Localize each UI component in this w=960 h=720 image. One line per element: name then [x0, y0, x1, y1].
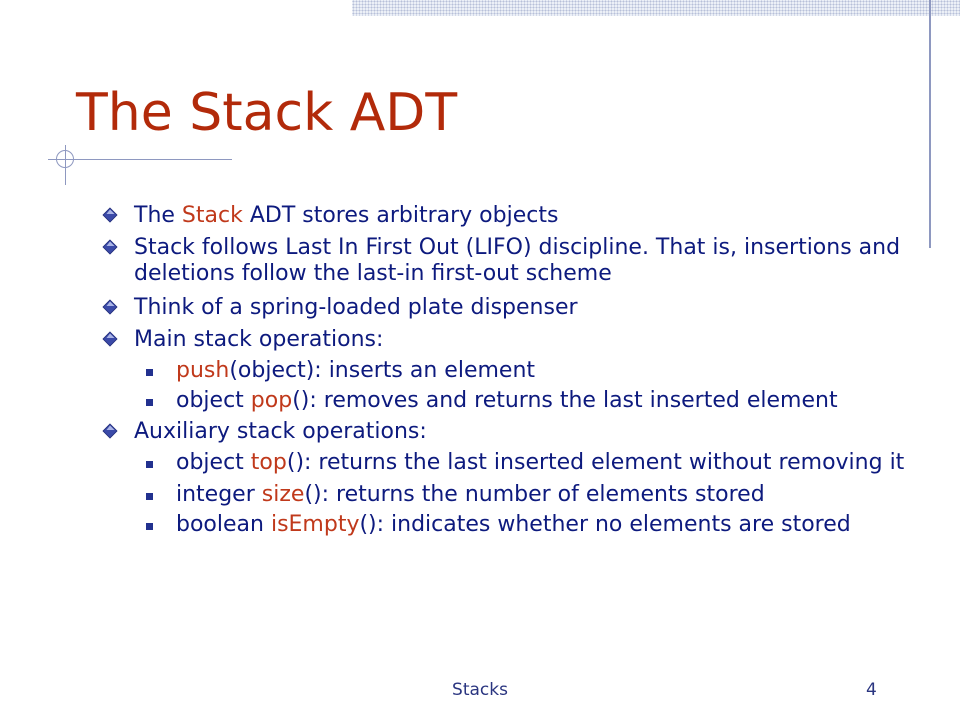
bullet-text: (object): inserts an element [229, 358, 536, 383]
diamond-bullet-icon [102, 423, 118, 439]
diamond-bullet-icon [102, 331, 118, 347]
title-underline [48, 159, 232, 160]
square-bullet-icon [146, 493, 153, 500]
highlighted-term: Stack [181, 203, 243, 228]
sub-bullet-item [142, 389, 920, 413]
decorative-circle [56, 150, 74, 168]
highlighted-term: size [261, 482, 305, 507]
highlighted-term: pop [250, 388, 293, 413]
bullet-text: The [134, 203, 182, 228]
bullet-text: ADT stores arbitrary objects [242, 203, 559, 228]
page-number: 4 [866, 680, 877, 700]
bullet-text: object [176, 450, 251, 475]
highlighted-term: top [250, 450, 287, 475]
bullet-item [100, 203, 920, 229]
bullet-item [100, 295, 920, 321]
highlighted-term: push [176, 358, 230, 383]
square-bullet-icon [146, 461, 153, 468]
sub-bullet-item [142, 513, 920, 537]
bullet-text: (): removes and returns the last inserted element [292, 388, 838, 413]
bullet-text: (): returns the last inserted element without removing it [286, 450, 905, 475]
decorative-dotted-band [352, 0, 960, 16]
bullet-text: Think of a spring-loaded plate dispenser [134, 295, 578, 320]
bullet-text: (): returns the number of elements stored [304, 482, 765, 507]
square-bullet-icon [146, 369, 153, 376]
bullet-text: Main stack operations: [134, 327, 384, 352]
square-bullet-icon [146, 399, 153, 406]
bullet-text: Auxiliary stack operations: [134, 419, 427, 444]
bullet-text: integer [176, 482, 262, 507]
bullet-text: object [176, 388, 251, 413]
bullet-list [100, 203, 920, 545]
footer-label: Stacks [452, 680, 508, 700]
bullet-text: Stack follows Last In First Out (LIFO) discipline. That is, insertions and deletions follow the last-in first-out scheme [134, 235, 901, 286]
decorative-vertical-line [929, 0, 931, 248]
slide-title: The Stack ADT [76, 83, 458, 143]
bullet-item [100, 419, 920, 445]
bullet-text: boolean [176, 512, 271, 537]
diamond-bullet-icon [102, 207, 118, 223]
sub-bullet-item [142, 483, 920, 507]
sub-bullet-item [142, 451, 920, 475]
diamond-bullet-icon [102, 239, 118, 255]
diamond-bullet-icon [102, 299, 118, 315]
bullet-item [100, 235, 920, 287]
square-bullet-icon [146, 523, 153, 530]
bullet-text: (): indicates whether no elements are stored [359, 512, 851, 537]
highlighted-term: isEmpty [270, 512, 360, 537]
bullet-item [100, 327, 920, 353]
sub-bullet-item [142, 359, 920, 383]
